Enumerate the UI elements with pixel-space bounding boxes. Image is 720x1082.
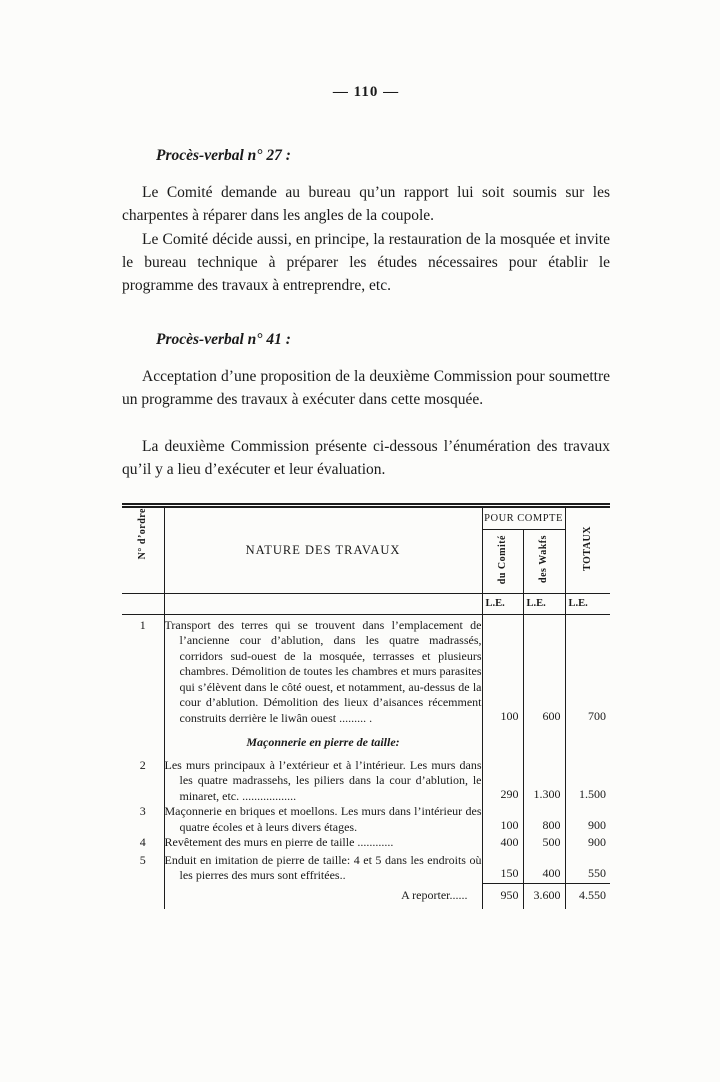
row-description: Maçonnerie en briques et moellons. Les murs dans l’intérieur des quatre écoles et à leurs divers étages.	[164, 804, 482, 834]
amount-total: 700	[588, 708, 607, 723]
table-row	[122, 614, 610, 726]
reporter-label: A reporter......	[164, 884, 482, 909]
row-number: 4	[122, 835, 164, 853]
amount-wakfs: 800	[523, 804, 565, 835]
table-subheading-row	[122, 726, 610, 758]
amount-comite: 100	[482, 614, 523, 726]
row-number: 2	[122, 758, 164, 805]
amount-total: 900	[588, 817, 607, 832]
amount-comite: 290	[482, 758, 523, 805]
paragraph: Le Comité demande au bureau qu’un rapport lui soit soumis sur les charpentes à réparer dans les angles de la coupole.	[122, 184, 610, 224]
amount-wakfs: 1.300	[523, 758, 565, 805]
column-header-totaux: TOTAUX	[582, 525, 594, 571]
page-number: — 110 —	[332, 84, 400, 100]
amount-comite: 400	[482, 835, 523, 853]
row-description: Les murs principaux à l’extérieur et à l’intérieur. Les murs dans les quatre madrassehs, les piliers dans la cour d’ablution, le minaret, etc. ..................	[164, 757, 482, 803]
amount-total: 1.500	[579, 786, 607, 801]
paragraph: Le Comité décide aussi, en principe, la restauration de la mosquée et invite le bureau technique à préparer les études nécessaires pour établir le programme des travaux à entreprendre, etc.	[122, 231, 610, 294]
table-subheading: Maçonnerie en pierre de taille:	[246, 735, 400, 749]
column-header-wakfs: des Wakfs	[538, 535, 550, 584]
column-header-order: N° d’ordre	[137, 508, 148, 560]
reporter-amount-wakfs: 3.600	[523, 884, 565, 909]
section-heading-pv27: Procès-verbal n° 27 :	[156, 147, 291, 164]
reporter-amount-total: 4.550	[565, 884, 610, 909]
page-content	[122, 84, 610, 909]
row-number: 5	[122, 853, 164, 884]
amount-wakfs: 400	[523, 853, 565, 884]
paragraph: Acceptation d’une proposition de la deuxième Commission pour soumettre un programme des travaux à exécuter dans cette mosquée.	[122, 368, 610, 408]
currency-label: L.E.	[568, 598, 588, 609]
reporter-row	[122, 884, 610, 909]
amount-comite: 150	[482, 853, 523, 884]
row-description: Revêtement des murs en pierre de taille ............	[164, 835, 394, 849]
amount-total: 900	[588, 835, 607, 849]
row-description: Transport des terres qui se trouvent dans l’emplacement de l’ancienne cour d’ablution, dans les quatre madrassés, corridors sud-ouest de la mosquée, terrasses et plusieurs chambres. Démolition de toutes les chambres et murs parasites qui s’élèvent dans le côté ouest, et notamment, au-dessus de la cour d’ablution. Démolition des lieux d’aisances récemment construits derrière le liwân ouest ......... .	[164, 617, 482, 725]
amount-total: 550	[588, 865, 607, 880]
currency-label: L.E.	[482, 594, 523, 615]
table-row	[122, 853, 610, 884]
reporter-amount-comite: 950	[482, 884, 523, 909]
section-heading-pv41: Procès-verbal n° 41 :	[156, 331, 291, 348]
currency-label: L.E.	[523, 594, 565, 615]
amount-comite: 100	[482, 804, 523, 835]
table-row	[122, 804, 610, 835]
column-header-comite: du Comité	[496, 534, 508, 584]
paragraph: La deuxième Commission présente ci-dessous l’énumération des travaux qu’il y a lieu d’exécuter et leur évaluation.	[122, 438, 610, 478]
currency-row	[122, 594, 610, 615]
table-header-row	[122, 506, 610, 530]
table-row	[122, 758, 610, 805]
column-header-nature: NATURE DES TRAVAUX	[164, 506, 482, 594]
column-header-pour-compte: POUR COMPTE	[482, 506, 565, 530]
amount-wakfs: 600	[523, 614, 565, 726]
table-row	[122, 835, 610, 853]
works-table	[122, 503, 610, 909]
row-description: Enduit en imitation de pierre de taille: 4 et 5 dans les endroits où les pierres des murs sont effritées..	[164, 852, 482, 882]
row-number: 1	[122, 614, 164, 726]
row-number: 3	[122, 804, 164, 835]
amount-wakfs: 500	[523, 835, 565, 853]
